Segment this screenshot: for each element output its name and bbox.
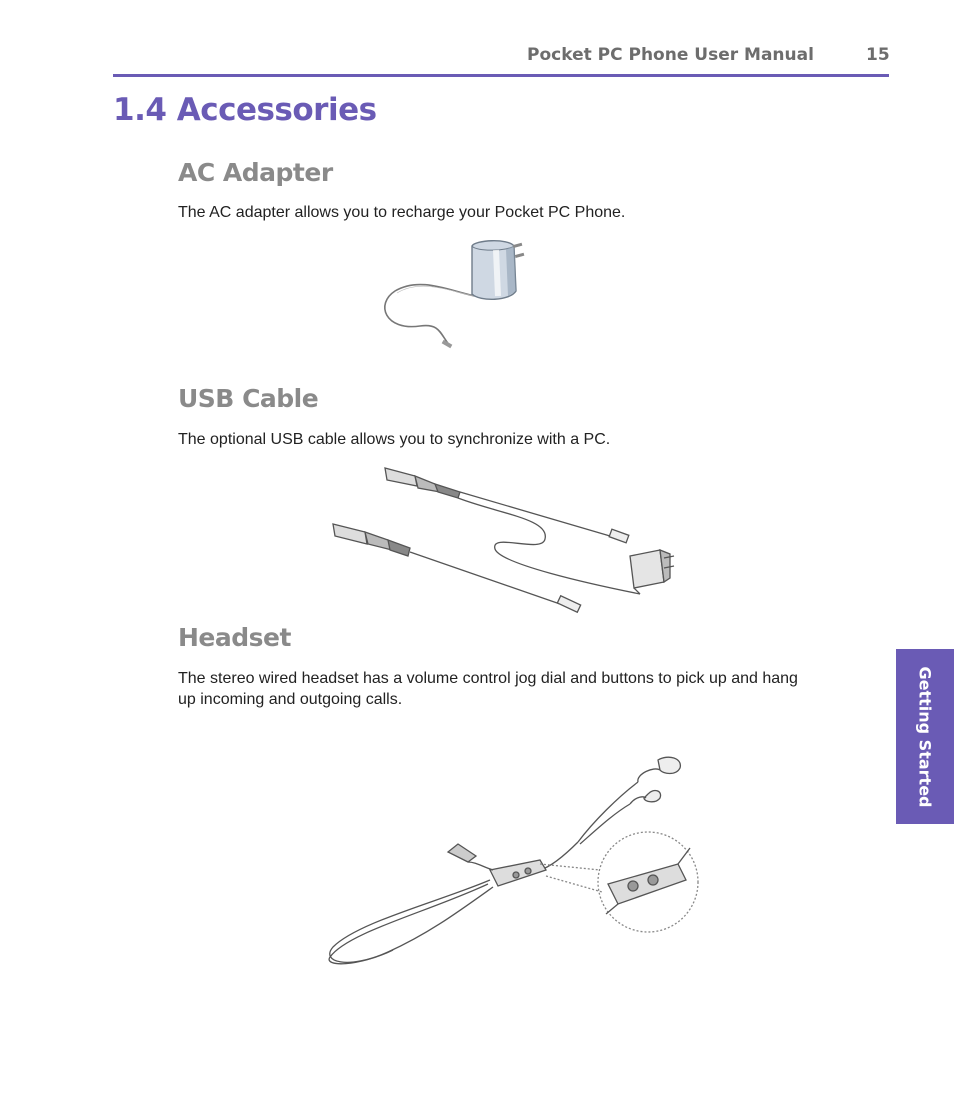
headset-description-line2: up incoming and outgoing calls. — [178, 691, 403, 708]
ac-adapter-description: The AC adapter allows you to recharge your Pocket PC Phone. — [178, 204, 626, 221]
page-number: 15 — [866, 45, 890, 65]
usb-cable-description: The optional USB cable allows you to synchronize with a PC. — [178, 431, 611, 448]
header-divider — [113, 74, 889, 77]
chapter-side-tab — [896, 649, 954, 824]
chapter-side-tab-label: Getting Started — [915, 666, 935, 807]
headset-illustration — [318, 752, 708, 977]
ac-adapter-illustration — [380, 236, 530, 356]
usb-cable-heading: USB Cable — [178, 384, 319, 413]
running-header-title: Pocket PC Phone User Manual — [527, 45, 814, 65]
ac-adapter-heading: AC Adapter — [178, 158, 333, 187]
headset-description-line1: The stereo wired headset has a volume control jog dial and buttons to pick up and hang — [178, 670, 798, 687]
usb-cable-illustration — [330, 464, 675, 619]
headset-heading: Headset — [178, 623, 291, 652]
section-title: 1.4 Accessories — [113, 92, 377, 128]
